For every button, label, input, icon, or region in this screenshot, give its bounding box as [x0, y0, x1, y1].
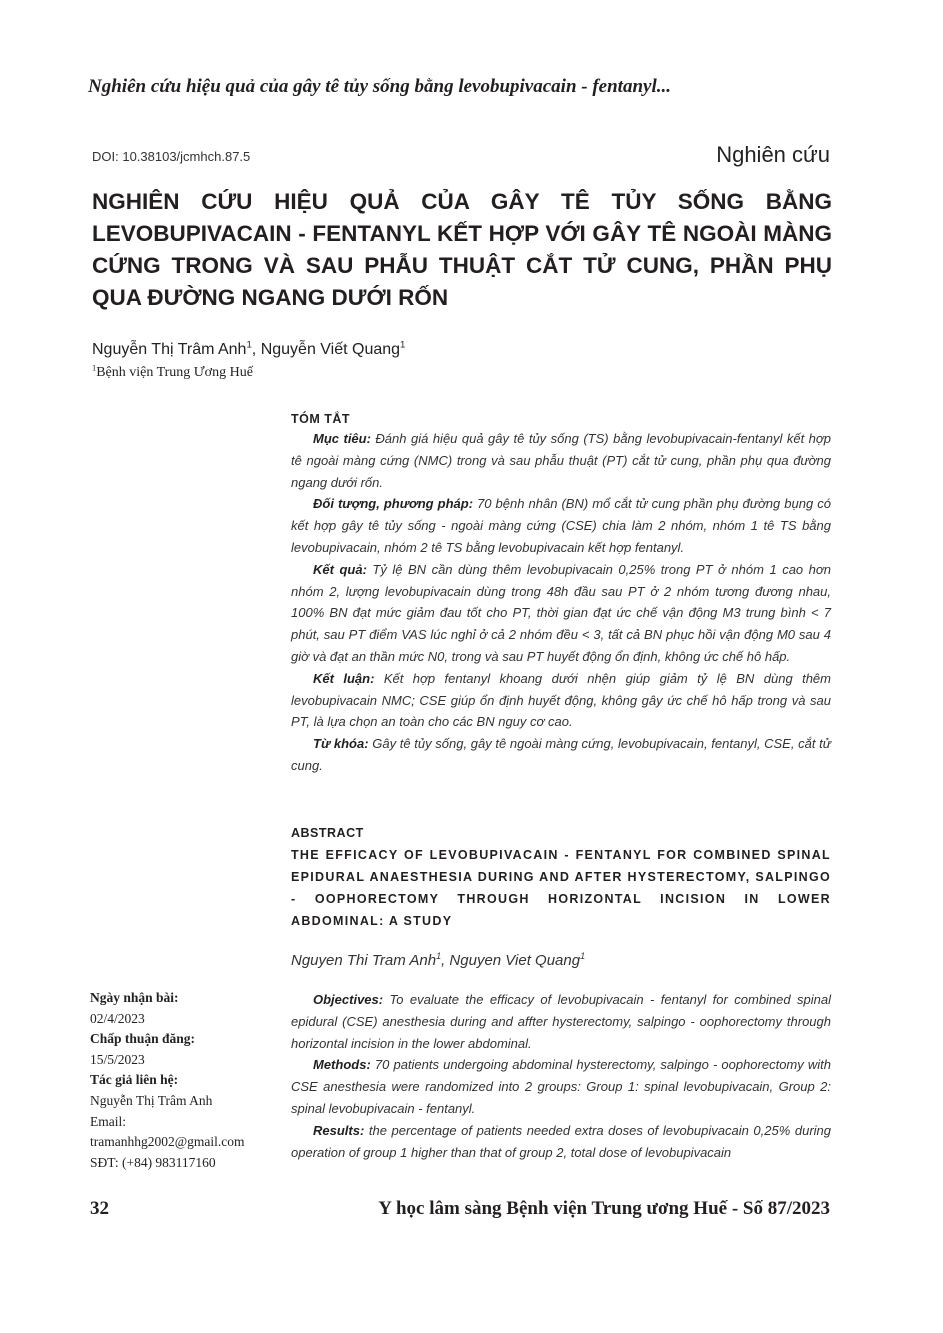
affiliation	[92, 365, 253, 381]
article-title: NGHIÊN CỨU HIỆU QUẢ CỦA GÂY TÊ TỦY SỐNG BẰNG LEVOBUPIVACAIN - FENTANYL KẾT HỢP VỚI GÂY TÊ NGOÀI MÀNG CỨNG TRONG VÀ SAU PHẪU THUẬT CẮT TỬ CUNG, PHẦN PHỤ QUA ĐƯỜNG NGANG DƯỚI RỐN	[92, 189, 832, 310]
affiliation-marker: 1	[436, 951, 442, 961]
paragraph-label: Từ khóa:	[313, 736, 369, 752]
paragraph-label: Kết luận:	[313, 670, 375, 686]
phone: SĐT: (+84) 983117160	[90, 1154, 216, 1170]
paragraph-text: Tỷ lệ BN cần dùng thêm levobupivacain 0,25% trong PT ở nhóm 1 cao hơn nhóm 2, lượng levobupivacain dùng trong 48h đầu sau PT ở 2 nhóm tương đương nhau, 100% BN đạt mức giảm đau tốt cho PT, thời gian đạt ức chế vận động M3 trung bình < 7 phút, sau PT điểm VAS lúc nghỉ ở cả 2 nhóm đều < 3, tất cả BN phục hồi vận động M0 sau 4 giờ và đạt an thần mức N0, trong và sau PT huyết động ổn định, không ức chế hô hấp.	[291, 561, 831, 664]
affiliation-marker: 1	[246, 339, 252, 351]
contact-name: Nguyễn Thị Trâm Anh	[90, 1092, 213, 1108]
paragraph-label: Results:	[313, 1122, 365, 1138]
page-number: 32	[90, 1198, 109, 1219]
running-head: Nghiên cứu hiệu quả của gây tê tủy sống bằng levobupivacain - fentanyl...	[88, 76, 671, 97]
author-name: Nguyen Thi Tram Anh	[291, 952, 437, 969]
paragraph-label: Đối tượng, phương pháp:	[313, 496, 474, 512]
paragraph-text: Gây tê tủy sống, gây tê ngoài màng cứng, levobupivacain, fentanyl, CSE, cắt tử cung.	[291, 736, 831, 773]
accepted-label: Chấp thuận đăng:	[90, 1031, 196, 1047]
paragraph-text: 70 patients undergoing abdominal hysterectomy, salpingo - oophorectomy with CSE anesthesia were randomized into 2 groups: Group 1: spinal levobupivacain, Group 2: spinal levobupivacain - fentanyl.	[291, 1057, 831, 1116]
email-link[interactable]: tramanhhg2002@gmail.com	[90, 1134, 245, 1150]
paragraph-text: Kết hợp fentanyl khoang dưới nhện giúp giảm tỷ lệ BN dùng thêm levobupivacain NMC; CSE giúp ổn định huyết động, không gây ức chế hô hấp trong và sau PT, là lựa chọn an toàn cho các BN nguy cơ cao.	[291, 670, 831, 730]
paragraph-label: Objectives:	[313, 992, 384, 1007]
abstract-heading: ABSTRACT	[291, 826, 364, 840]
accepted-date: 15/5/2023	[90, 1051, 145, 1067]
abstract-authors	[291, 952, 831, 969]
author-list	[92, 341, 405, 359]
affiliation-marker: 1	[400, 339, 406, 351]
summary-objectives	[291, 428, 831, 493]
abstract-title: THE EFFICACY OF LEVOBUPIVACAIN - FENTANYL FOR COMBINED SPINAL EPIDURAL ANAESTHESIA DURING AND AFTER HYSTERECTOMY, SALPINGO - OOPHORECTOMY THROUGH HORIZONTAL INCISION IN LOWER ABDOMINAL: A STUDY	[291, 848, 831, 928]
author-separator: ,	[251, 341, 261, 358]
affiliation-marker: 1	[92, 363, 97, 373]
doi[interactable]: DOI: 10.38103/jcmhch.87.5	[92, 149, 251, 164]
summary-conclusion	[291, 668, 831, 733]
author-name: Nguyễn Thị Trâm Anh	[92, 341, 247, 358]
received-date: 02/4/2023	[90, 1010, 145, 1026]
section-label: Nghiên cứu	[716, 142, 830, 167]
paragraph-text: Đánh giá hiệu quả gây tê tủy sống (TS) bằng levobupivacain-fentanyl kết hợp tê ngoài màng cứng (NMC) trong và sau phẫu thuật (PT) cắt tử cung, phần phụ qua đường ngang dưới rốn.	[291, 431, 831, 490]
paragraph-text: To evaluate the efficacy of levobupivacain - fentanyl for combined spinal epidural (CSE) anesthesia during and affter hysterectomy, salpingo - oophorectomy through horizontal incision in the lower abdominal.	[291, 992, 831, 1051]
summary-heading: TÓM TẮT	[291, 412, 351, 426]
paragraph-label: Mục tiêu:	[313, 431, 371, 446]
author-separator: ,	[441, 952, 450, 969]
affiliation-text: Bệnh viện Trung Ương Huế	[96, 365, 253, 380]
contact-label: Tác giả liên hệ:	[90, 1072, 179, 1088]
affiliation-marker: 1	[580, 951, 586, 961]
abstract-methods	[291, 1054, 831, 1119]
paragraph-label: Kết quả:	[313, 561, 367, 577]
summary-methods	[291, 493, 831, 558]
summary-vi	[291, 412, 831, 777]
received-label: Ngày nhận bài:	[90, 990, 179, 1005]
paragraph-text: 70 bệnh nhân (BN) mổ cắt tử cung phần phụ đường bụng có kết hợp gây tê tủy sống - ngoài màng cứng (CSE) chia làm 2 nhóm, nhóm 1 tê TS bằng levobupivacain, nhóm 2 tê TS bằng levobupivacain kết hợp fentanyl.	[291, 496, 831, 555]
journal-footer: Y học lâm sàng Bệnh viện Trung ương Huế - Số 87/2023	[378, 1198, 830, 1219]
email-label: Email:	[90, 1113, 126, 1129]
abstract-objectives	[291, 989, 831, 1054]
summary-results	[291, 559, 831, 668]
article-info-sidebar	[90, 988, 270, 1173]
author-name: Nguyễn Viết Quang	[260, 341, 401, 358]
abstract-results	[291, 1120, 831, 1164]
paragraph-text: the percentage of patients needed extra doses of levobupivacain 0,25% during operation of group 1 higher than that of group 2, total dose of levobupivacain	[291, 1122, 831, 1160]
author-name: Nguyen Viet Quang	[449, 952, 581, 969]
paragraph-label: Methods:	[313, 1057, 371, 1073]
summary-keywords	[291, 733, 831, 777]
abstract-en	[291, 826, 831, 1163]
